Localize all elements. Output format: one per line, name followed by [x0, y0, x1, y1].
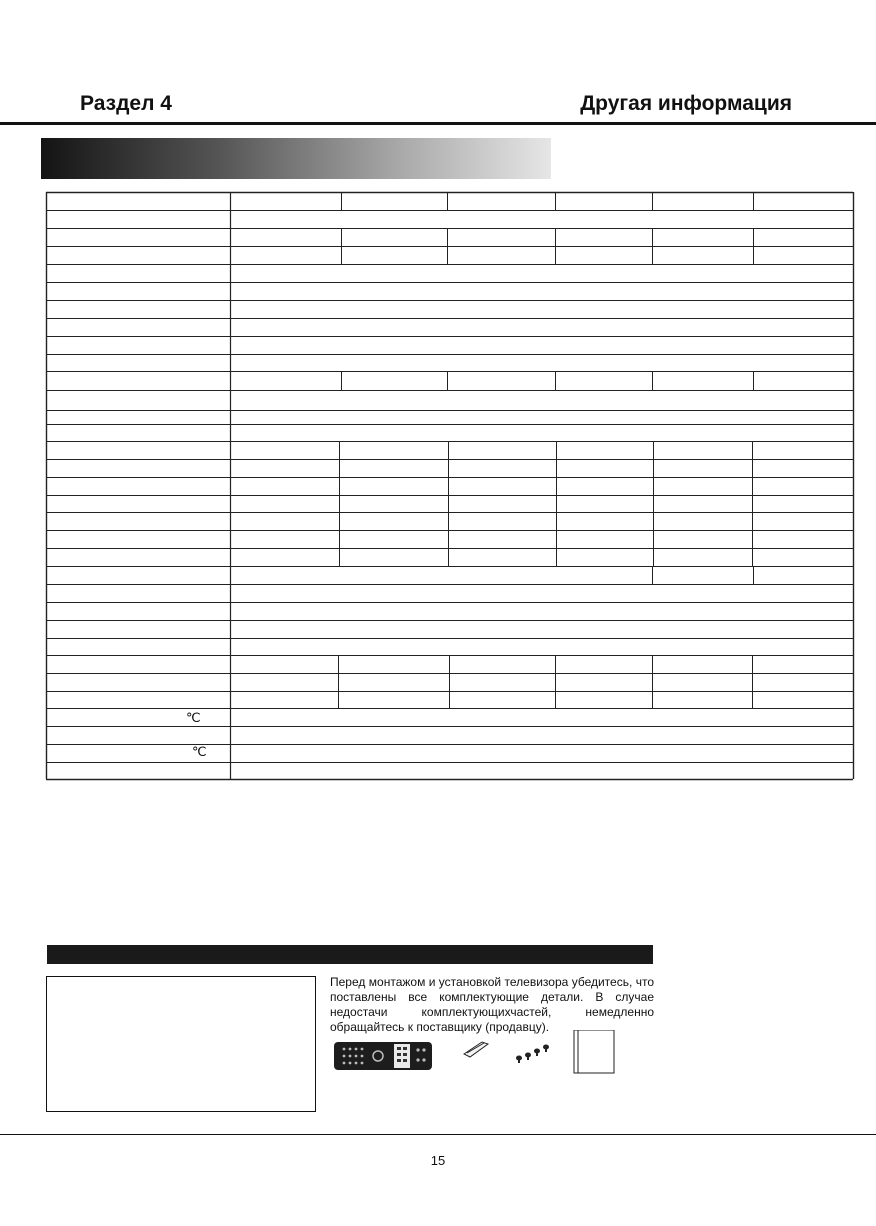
- temperature-unit-label: ℃: [186, 710, 201, 725]
- accessories-list-box: [46, 976, 316, 1112]
- page-number: 15: [430, 1153, 446, 1168]
- accessories-illustration: [330, 1030, 630, 1080]
- footer-divider: [0, 1134, 876, 1135]
- stand-bracket-icon: [464, 1042, 488, 1057]
- section-title: Другая информация: [580, 92, 792, 115]
- accessories-note: Перед монтажом и установкой телевизора убедитесь, что поставлены все комплектующие детали. В случае недостачи комплектующихчастей, немедленно обращайтесь к поставщику (продавцу).: [330, 975, 654, 1034]
- remote-control-icon: [334, 1042, 432, 1070]
- screws-icon: [516, 1045, 549, 1064]
- temperature-unit-label: ℃: [192, 744, 207, 759]
- accessories-header-bar: [47, 945, 653, 964]
- manual-booklet-icon: [574, 1030, 614, 1073]
- section-label: Раздел 4: [80, 92, 172, 115]
